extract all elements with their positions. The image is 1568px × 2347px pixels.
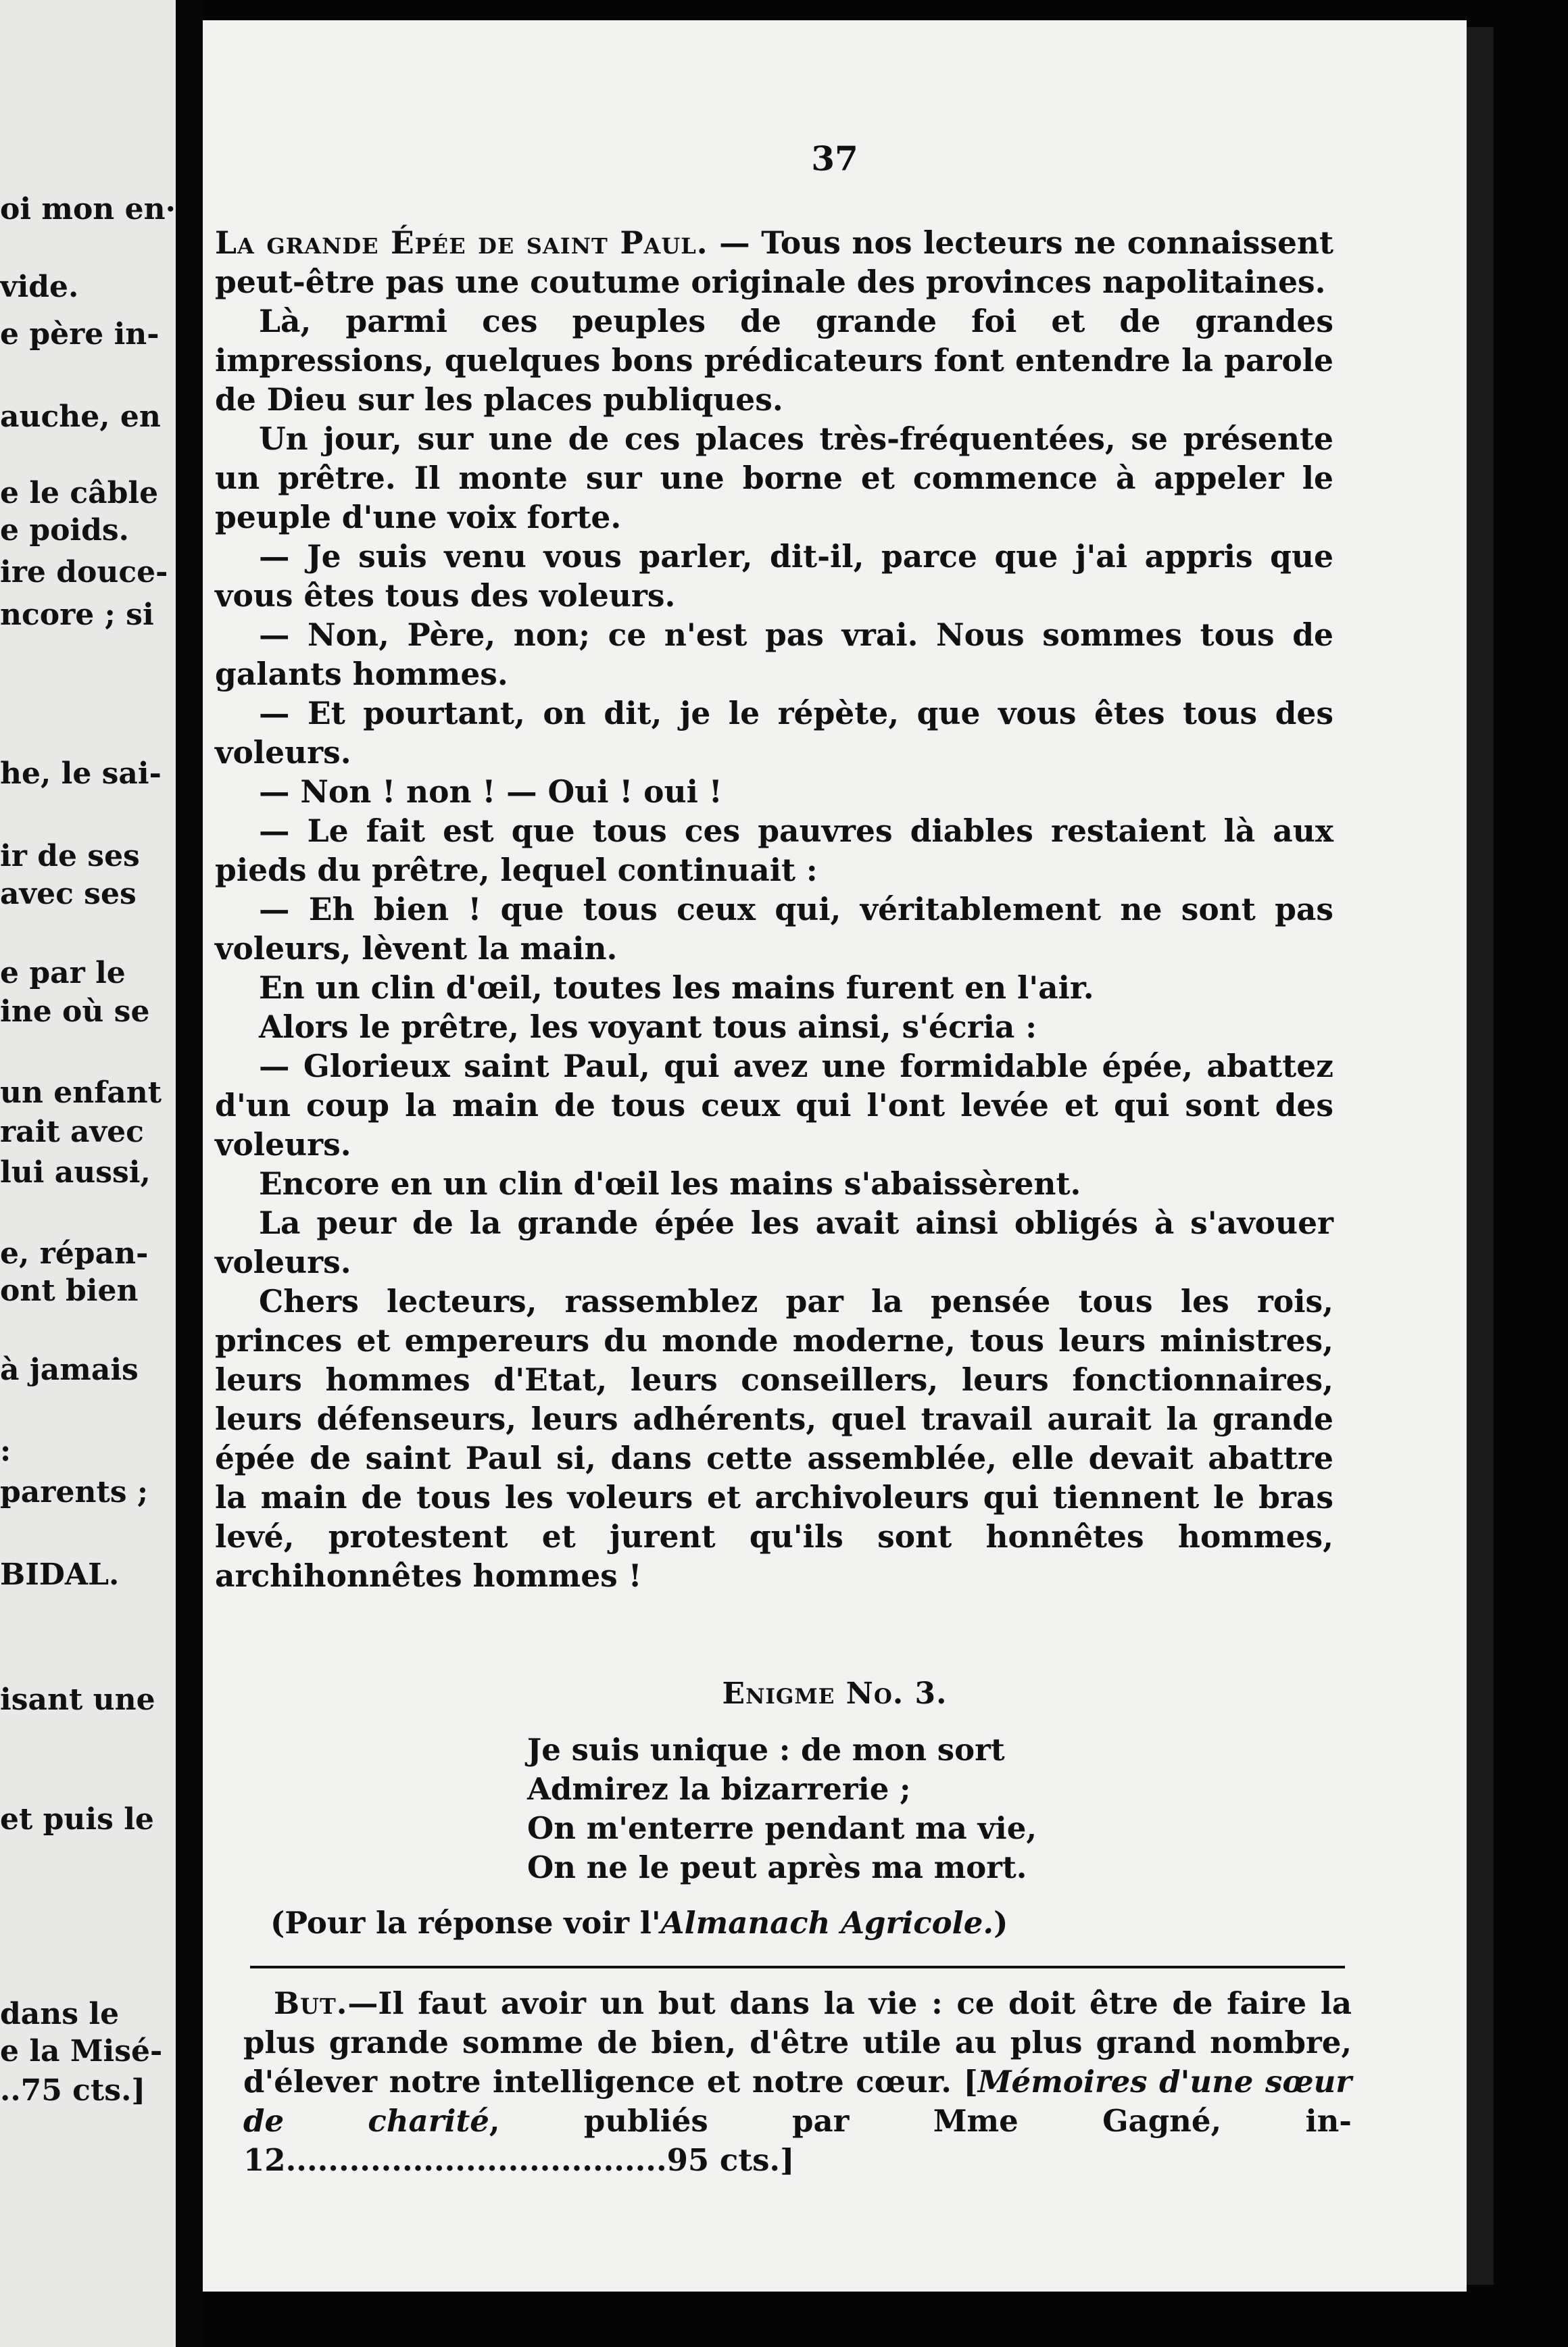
previous-page-text-fragment: : <box>0 1434 11 1468</box>
article-paragraph: — Je suis venu vous parler, dit-il, parce que j'ai appris que vous êtes tous des voleurs. <box>215 538 1333 614</box>
previous-page-text-fragment: e par le <box>0 956 126 990</box>
previous-page-text-fragment: et puis le <box>0 1802 154 1837</box>
previous-page-text-fragment: rait avec <box>0 1115 144 1149</box>
previous-page-text-fragment: avec ses <box>0 877 137 911</box>
article-paragraph: Là, parmi ces peuples de grande foi et de grandes impressions, quelques bons prédicateurs font entendre la parole de Dieu sur les places publiques. <box>215 303 1333 418</box>
article-paragraph: Chers lecteurs, rassemblez par la pensée tous les rois, princes et empereurs du monde moderne, tous leurs ministres, leurs hommes d'Etat, leurs conseillers, leurs fonctionnaires, leurs défenseurs, leurs adhérents, quel travail aurait la grande épée de saint Paul si, dans cette assemblée, elle devait abattre la main de tous les voleurs et archivoleurs qui tiennent le bras levé, protestent et jurent qu'ils sont honnêtes hommes, archihonnêtes hommes ! <box>215 1283 1333 1594</box>
previous-page-text-fragment: he, le sai- <box>0 756 162 791</box>
article-paragraph: En un clin d'œil, toutes les mains furent en l'air. <box>259 969 1094 1006</box>
footer-label: But. <box>274 1985 348 2021</box>
page-number: 37 <box>811 139 858 178</box>
page-edge <box>1467 27 1494 2285</box>
previous-page-text-fragment: lui aussi, <box>0 1155 151 1190</box>
previous-page-text-fragment: e poids. <box>0 513 129 548</box>
previous-page-text-fragment: BIDAL. <box>0 1557 120 1592</box>
answer-prefix: (Pour la réponse voir l' <box>270 1905 661 1941</box>
article-paragraph: — Glorieux saint Paul, qui avez une formidable épée, abattez d'un coup la main de tous ceux qui l'ont levée et qui sont des voleurs. <box>215 1048 1333 1163</box>
previous-page-fragment <box>0 0 176 2347</box>
enigme-title: Enigme No. 3. <box>722 1676 948 1711</box>
previous-page-text-fragment: e père in- <box>0 317 160 352</box>
previous-page-text-fragment: e, répan- <box>0 1236 149 1271</box>
footer-dots: .................................... <box>285 2142 667 2178</box>
article-title: La grande Épée de saint Paul. <box>215 224 708 261</box>
article-paragraph: — Le fait est que tous ces pauvres diables restaient là aux pieds du prêtre, lequel continuait : <box>215 813 1333 888</box>
article-paragraph: — Non, Père, non; ce n'est pas vrai. Nous sommes tous de galants hommes. <box>215 616 1333 692</box>
footer-text: —Il faut avoir un but dans la vie : ce doit être de faire la plus grande somme de bien, d'être utile au plus grand nombre, d'élever notre intelligence et notre cœur. [ <box>243 1985 1352 2100</box>
article-paragraph: — Eh bien ! que tous ceux qui, véritablement ne sont pas voleurs, lèvent la main. <box>215 891 1333 967</box>
previous-page-text-fragment: ont bien <box>0 1274 139 1308</box>
answer-suffix: ) <box>994 1905 1008 1941</box>
article-paragraph: Un jour, sur une de ces places très-fréquentées, se présente un prêtre. Il monte sur une borne et commence à appeler le peuple d'une voix forte. <box>215 420 1333 535</box>
article-paragraph: — Et pourtant, on dit, je le répète, que vous êtes tous des voleurs. <box>215 695 1333 771</box>
previous-page-text-fragment: oi mon en· <box>0 192 176 226</box>
separator-rule <box>250 1966 1345 1968</box>
article-paragraph: — Non ! non ! — Oui ! oui ! <box>259 773 722 810</box>
footer-note <box>243 1984 1352 2180</box>
article <box>215 223 1333 1595</box>
previous-page-text-fragment: e la Misé- <box>0 2034 163 2068</box>
previous-page-text-fragment: e le câble <box>0 476 159 510</box>
previous-page-text-fragment: un enfant <box>0 1075 162 1110</box>
previous-page-text-fragment: auche, en <box>0 400 161 434</box>
previous-page-text-fragment: ncore ; si <box>0 598 154 632</box>
book-gutter <box>176 0 203 2347</box>
poem-line: On m'enterre pendant ma vie, <box>527 1810 1037 1846</box>
article-paragraph: Alors le prêtre, les voyant tous ainsi, s'écria : <box>259 1009 1037 1045</box>
poem-line: Admirez la bizarrerie ; <box>527 1771 911 1807</box>
previous-page-text-fragment: ine où se <box>0 994 150 1029</box>
previous-page-text-fragment: à jamais <box>0 1353 139 1387</box>
enigme-answer-note <box>270 1905 1008 1941</box>
answer-title: Almanach Agricole. <box>660 1905 994 1941</box>
article-paragraph-first <box>215 223 1333 301</box>
previous-page-text-fragment: parents ; <box>0 1475 149 1509</box>
poem-line: On ne le peut après ma mort. <box>527 1849 1027 1885</box>
article-paragraph: La peur de la grande épée les avait ainsi obligés à s'avouer voleurs. <box>215 1205 1333 1280</box>
footer-price: 95 cts.] <box>666 2142 795 2178</box>
previous-page-text-fragment: ir de ses <box>0 839 140 873</box>
previous-page-text-fragment: vide. <box>0 270 79 304</box>
previous-page-text-fragment: isant une <box>0 1683 155 1717</box>
book-page <box>203 20 1467 2292</box>
previous-page-text-fragment: ire douce- <box>0 555 168 589</box>
poem-line: Je suis unique : de mon sort <box>527 1732 1005 1768</box>
previous-page-text-fragment: ..75 cts.] <box>0 2073 146 2108</box>
footer-book-title: Mémoires d'une sœur de charité <box>243 2064 1352 2139</box>
article-paragraph-text: — Tous nos lecteurs ne connaissent peut-être pas une coutume originale des provinces napolitaines. <box>215 224 1333 300</box>
article-paragraph: Encore en un clin d'œil les mains s'abaissèrent. <box>259 1165 1081 1202</box>
previous-page-text-fragment: dans le <box>0 1997 120 2031</box>
footer-publisher: , publiés par Mme Gagné, in-12 <box>243 2103 1352 2178</box>
enigme-poem <box>527 1731 1037 1887</box>
